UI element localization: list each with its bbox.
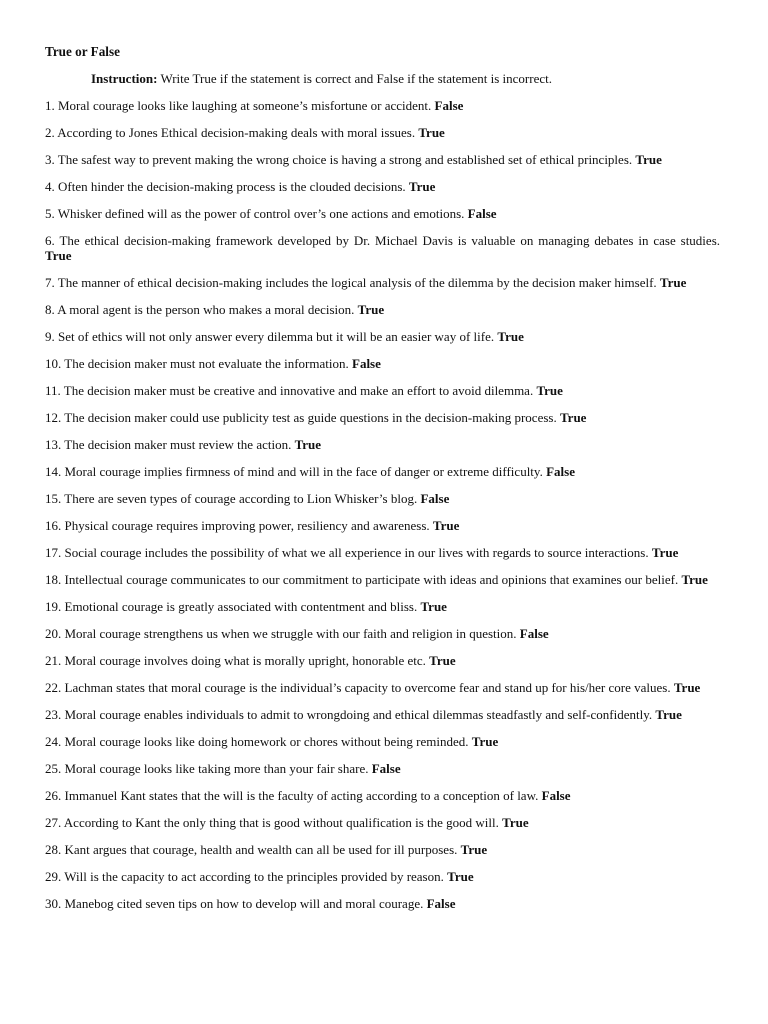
question-item — [45, 206, 720, 221]
instruction — [45, 71, 720, 87]
question-answer: True — [536, 383, 563, 398]
question-item — [45, 125, 720, 140]
question-item — [45, 275, 720, 290]
question-number: 28. — [45, 842, 62, 857]
question-answer: True — [432, 518, 460, 533]
document-title: True or False — [45, 44, 120, 59]
question-text: Moral courage involves doing what is morally upright, honorable etc. — [64, 653, 426, 668]
question-number: 30. — [45, 896, 62, 911]
question-text: Intellectual courage communicates to our commitment to participate with ideas and opinions that examines our belief. — [64, 572, 679, 587]
question-number: 19. — [45, 599, 62, 614]
question-text: Whisker defined will as the power of control over’s one actions and emotions. — [57, 206, 465, 221]
question-item — [45, 761, 720, 776]
question-answer: True — [420, 599, 447, 614]
question-text: Kant argues that courage, health and wealth can all be used for ill purposes. — [64, 842, 458, 857]
question-answer: True — [460, 842, 488, 857]
question-text: Moral courage looks like taking more than your fair share. — [64, 761, 369, 776]
question-number: 8. — [45, 302, 55, 317]
question-answer: False — [467, 206, 497, 221]
question-answer: True — [502, 815, 529, 830]
question-text: There are seven types of courage according to Lion Whisker’s blog. — [64, 491, 418, 506]
question-answer: True — [673, 680, 701, 695]
question-item — [45, 734, 720, 749]
question-number: 15. — [45, 491, 62, 506]
question-text: Lachman states that moral courage is the individual’s capacity to overcome fear and stand up for his/her core values. — [64, 680, 671, 695]
question-answer: True — [655, 707, 682, 722]
question-number: 27. — [45, 815, 62, 830]
question-item — [45, 356, 720, 371]
question-number: 24. — [45, 734, 62, 749]
question-answer: True — [357, 302, 385, 317]
question-text: The safest way to prevent making the wrong choice is having a strong and established set of ethical principles. — [57, 152, 633, 167]
question-item — [45, 788, 720, 803]
question-number: 26. — [45, 788, 62, 803]
question-item — [45, 815, 720, 830]
question-answer: False — [420, 491, 450, 506]
question-text: The decision maker must review the action. — [64, 437, 292, 452]
question-text: The manner of ethical decision-making includes the logical analysis of the dilemma by the decision maker himself. — [57, 275, 657, 290]
question-answer: True — [45, 248, 72, 263]
question-item — [45, 410, 720, 425]
question-number: 1. — [45, 98, 55, 113]
question-item — [45, 653, 720, 668]
question-item — [45, 680, 720, 695]
question-item — [45, 152, 720, 167]
question-text: The ethical decision-making framework developed by Dr. Michael Davis is valuable on managing debates in case studies. — [59, 233, 720, 248]
question-answer: False — [371, 761, 401, 776]
question-number: 18. — [45, 572, 62, 587]
question-number: 25. — [45, 761, 62, 776]
question-number: 2. — [45, 125, 55, 140]
question-item — [45, 464, 720, 479]
question-number: 9. — [45, 329, 55, 344]
question-list — [45, 98, 720, 911]
question-answer: False — [426, 896, 456, 911]
question-item — [45, 302, 720, 317]
question-item — [45, 518, 720, 533]
question-text: Moral courage looks like laughing at someone’s misfortune or accident. — [58, 98, 432, 113]
question-text: Will is the capacity to act according to the principles provided by reason. — [64, 869, 444, 884]
question-answer: False — [541, 788, 571, 803]
question-number: 5. — [45, 206, 55, 221]
question-number: 21. — [45, 653, 62, 668]
question-item — [45, 98, 720, 113]
question-text: Moral courage looks like doing homework or chores without being reminded. — [64, 734, 469, 749]
question-answer: True — [635, 152, 662, 167]
question-answer: True — [497, 329, 524, 344]
question-text: The decision maker could use publicity test as guide questions in the decision-making process. — [64, 410, 557, 425]
instruction-label: Instruction: — [91, 71, 158, 86]
question-text: Moral courage enables individuals to admit to wrongdoing and ethical dilemmas steadfastly and self-confidently. — [64, 707, 653, 722]
question-item — [45, 626, 720, 641]
question-answer: True — [418, 125, 445, 140]
question-text: According to Jones Ethical decision-making deals with moral issues. — [57, 125, 416, 140]
question-item — [45, 329, 720, 344]
question-number: 13. — [45, 437, 62, 452]
question-item — [45, 437, 720, 452]
question-text: The decision maker must be creative and innovative and make an effort to avoid dilemma. — [63, 383, 534, 398]
question-item — [45, 707, 720, 722]
question-answer: True — [471, 734, 499, 749]
question-item — [45, 545, 720, 560]
instruction-text: Write True if the statement is correct and False if the statement is incorrect. — [160, 71, 552, 86]
question-number: 17. — [45, 545, 62, 560]
question-item — [45, 599, 720, 614]
question-answer: True — [447, 869, 474, 884]
question-number: 6. — [45, 233, 55, 248]
question-item — [45, 842, 720, 857]
question-item — [45, 491, 720, 506]
question-number: 11. — [45, 383, 61, 398]
question-number: 12. — [45, 410, 62, 425]
question-number: 10. — [45, 356, 62, 371]
question-item — [45, 572, 720, 587]
question-answer: True — [408, 179, 436, 194]
question-number: 20. — [45, 626, 62, 641]
question-item — [45, 869, 720, 884]
question-text: The decision maker must not evaluate the information. — [64, 356, 349, 371]
question-answer: False — [434, 98, 464, 113]
question-number: 22. — [45, 680, 62, 695]
question-answer: True — [659, 275, 687, 290]
question-item — [45, 179, 720, 194]
question-number: 29. — [45, 869, 62, 884]
question-text: Physical courage requires improving power, resiliency and awareness. — [64, 518, 430, 533]
question-answer: True — [559, 410, 587, 425]
question-text: A moral agent is the person who makes a moral decision. — [57, 302, 355, 317]
question-answer: False — [519, 626, 549, 641]
question-text: According to Kant the only thing that is good without qualification is the good will. — [63, 815, 499, 830]
question-number: 7. — [45, 275, 55, 290]
question-answer: True — [294, 437, 322, 452]
question-item — [45, 896, 720, 911]
question-text: Social courage includes the possibility of what we all experience in our lives with regards to source interactions. — [64, 545, 649, 560]
question-answer: True — [429, 653, 456, 668]
question-answer: False — [546, 464, 575, 479]
question-answer: False — [352, 356, 381, 371]
question-number: 16. — [45, 518, 62, 533]
question-answer: True — [681, 572, 708, 587]
question-text: Moral courage strengthens us when we struggle with our faith and religion in question. — [64, 626, 517, 641]
question-text: Immanuel Kant states that the will is the faculty of acting according to a conception of law. — [64, 788, 539, 803]
question-text: Moral courage implies firmness of mind and will in the face of danger or extreme difficulty. — [64, 464, 543, 479]
question-text: Manebog cited seven tips on how to develop will and moral courage. — [64, 896, 424, 911]
question-item — [45, 383, 720, 398]
question-number: 14. — [45, 464, 62, 479]
question-text: Set of ethics will not only answer every dilemma but it will be an easier way of life. — [58, 329, 495, 344]
question-number: 23. — [45, 707, 62, 722]
question-text: Emotional courage is greatly associated with contentment and bliss. — [64, 599, 418, 614]
question-item — [45, 233, 720, 263]
question-number: 3. — [45, 152, 55, 167]
question-answer: True — [651, 545, 679, 560]
question-text: Often hinder the decision-making process is the clouded decisions. — [58, 179, 406, 194]
question-number: 4. — [45, 179, 55, 194]
